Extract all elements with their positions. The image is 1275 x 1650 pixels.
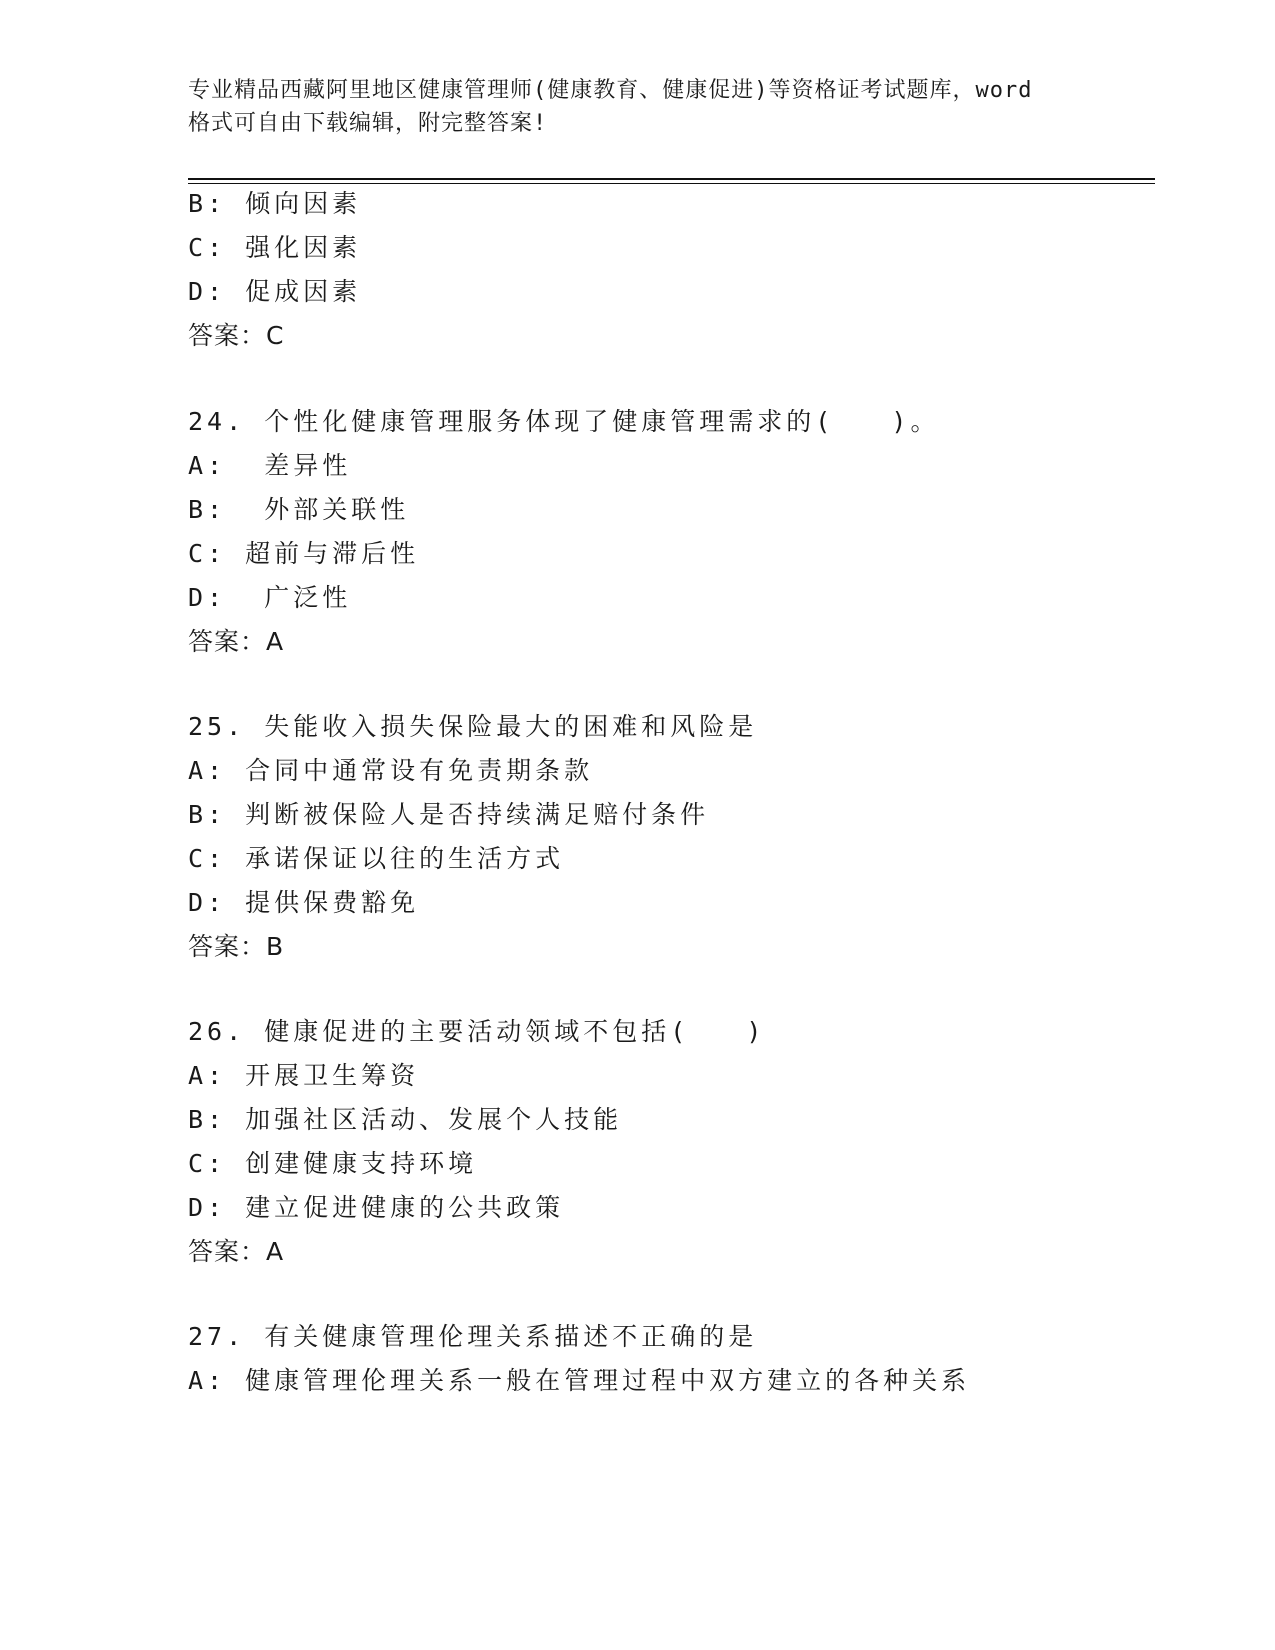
prev-option-d: D: 促成因素 <box>188 277 362 306</box>
q25-option-b: B: 判断被保险人是否持续满足赔付条件 <box>188 800 710 829</box>
q24-answer: 答案：A <box>188 627 285 656</box>
q26-answer: 答案：A <box>188 1237 285 1266</box>
q24-option-a: A: 差异性 <box>188 451 352 480</box>
q25-stem: 25. 失能收入损失保险最大的困难和风险是 <box>188 712 758 741</box>
header-line-2: 格式可自由下载编辑，附完整答案! <box>188 111 548 136</box>
q27-option-a: A: 健康管理伦理关系一般在管理过程中双方建立的各种关系 <box>188 1366 971 1395</box>
header-line-1: 专业精品西藏阿里地区健康管理师(健康教育、健康促进)等资格证考试题库，word <box>188 78 1033 103</box>
q24-option-c: C: 超前与滞后性 <box>188 539 420 568</box>
q27-stem: 27. 有关健康管理伦理关系描述不正确的是 <box>188 1322 758 1351</box>
q25-option-c: C: 承诺保证以往的生活方式 <box>188 844 565 873</box>
q24-option-d: D: 广泛性 <box>188 583 352 612</box>
document-header <box>188 74 1088 140</box>
q26-option-b: B: 加强社区活动、发展个人技能 <box>188 1105 623 1134</box>
q25-answer: 答案：B <box>188 932 285 961</box>
header-divider-thick <box>188 178 1155 180</box>
q24-stem: 24. 个性化健康管理服务体现了健康管理需求的( )。 <box>188 407 940 436</box>
prev-option-b: B: 倾向因素 <box>188 189 362 218</box>
prev-answer: 答案：C <box>188 321 285 350</box>
q26-option-c: C: 创建健康支持环境 <box>188 1149 478 1178</box>
prev-option-c: C: 强化因素 <box>188 233 362 262</box>
q26-stem: 26. 健康促进的主要活动领域不包括( ) <box>188 1017 766 1046</box>
q25-option-a: A: 合同中通常设有免责期条款 <box>188 756 594 785</box>
q26-option-d: D: 建立促进健康的公共政策 <box>188 1193 565 1222</box>
q26-option-a: A: 开展卫生筹资 <box>188 1061 420 1090</box>
q24-option-b: B: 外部关联性 <box>188 495 410 524</box>
header-divider-thin <box>188 183 1155 184</box>
q25-option-d: D: 提供保费豁免 <box>188 888 420 917</box>
